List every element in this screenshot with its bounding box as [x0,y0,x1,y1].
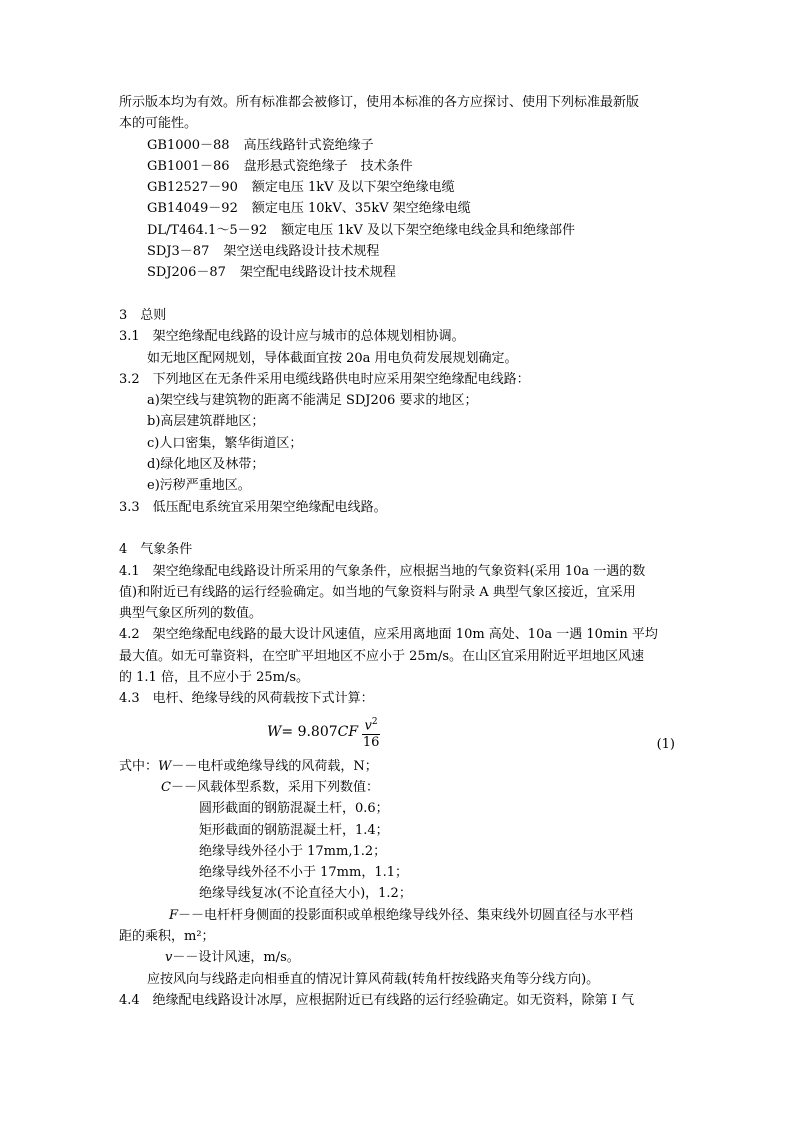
where-f [119,905,675,926]
standard-title: 额定电压 1kV 及以下架空绝缘电线金具和绝缘部件 [281,222,575,238]
formula-lhs: W [267,723,282,740]
clause-4-2-line: 的 1.1 倍，且不应小于 25m/s。 [119,670,309,686]
clause-3-1: 3.1 架空绝缘配电线路的设计应与城市的总体规划相协调。 [119,329,465,345]
formula-expression [267,714,380,751]
list-item: c)人口密集，繁华街道区； [147,435,303,451]
equation-number: (1) [656,736,675,752]
where-w-text: －－电杆或绝缘导线的风荷载，N； [171,758,378,774]
standard-title: 盘形悬式瓷绝缘子 技术条件 [243,158,413,174]
fraction-numerator [365,714,378,734]
section-heading: 3 总则 [119,307,167,323]
section-3 [119,305,675,518]
list-item: b)高层建筑群地区； [147,414,265,430]
standard-code: GB1001－86 [147,158,230,174]
spacer [119,284,675,305]
standard-title: 架空配电线路设计技术规程 [239,265,396,281]
where-prefix: 式中： [119,758,159,774]
list-item: a)架空线与建筑物的距离不能满足 SDJ206 要求的地区； [147,393,478,409]
intro-line-1: 所示版本均为有效。所有标准都会被修订，使用本标准的各方应探讨、使用下列标准最新版 [119,95,640,110]
standard-item [119,156,675,177]
where-w [119,756,675,777]
coefficient-value: 绝缘导线外径小于 17mm,1.2； [199,843,387,859]
var-f: F [169,907,179,923]
standard-item [119,241,675,262]
section-heading: 4 气象条件 [119,542,193,558]
wind-direction-note: 应按风向与线路走向相垂直的情况计算风荷载(转角杆按线路夹角等分线方向)。 [147,971,600,987]
clause-4-1-line: 4.1 架空绝缘配电线路设计所采用的气象条件，应根据当地的气象资料(采用 10a 一遇的数 [119,563,646,579]
clause-4-2-line: 最大值。如无可靠资料，在空旷平坦地区不应小于 25m/s。在山区宜采用附近平坦地区风速 [119,648,645,664]
clause-3-2: 3.2 下列地区在无条件采用电缆线路供电时应采用架空绝缘配电线路： [119,371,530,387]
standard-code: GB12527－90 [147,180,238,196]
standard-code: GB1000－88 [147,137,230,153]
numerator-exponent: 2 [371,716,378,727]
clause-3-3: 3.3 低压配电系统宜采用架空绝缘配电线路。 [119,499,387,515]
where-f-cont: 距的乘积，m²； [119,928,215,944]
list-item: d)绿化地区及林带； [147,457,265,473]
formula-cf: CF [337,723,359,740]
where-v [119,947,675,968]
where-f-text: －－电杆杆身侧面的投影面积或单根绝缘导线外径、集束线外切圆直径与水平档 [178,907,634,923]
standard-item [119,262,675,283]
standard-title: 高压线路针式瓷绝缘子 [243,137,374,153]
var-v: v [165,950,173,966]
clause-3-1-note: 如无地区配网规划，导体截面宜按 20a 用电负荷发展规划确定。 [147,350,518,366]
var-w: W [158,758,172,774]
list-item: e)污秽严重地区。 [147,478,251,494]
where-c [119,777,675,798]
standard-code: SDJ3－87 [147,244,210,260]
standard-title: 额定电压 10kV、35kV 架空绝缘电缆 [251,201,471,217]
coefficient-value: 绝缘导线复冰(不论直径大小)，1.2； [199,886,412,902]
standard-title: 架空送电线路设计技术规程 [223,244,380,260]
standard-item [119,198,675,219]
standard-code: SDJ206－87 [147,265,226,281]
formula-coefficient: = 9.807 [281,723,338,740]
var-c: C [161,779,171,795]
intro-line-2: 本的可能性。 [119,116,198,132]
standard-item [119,177,675,198]
clause-4-2-line: 4.2 架空绝缘配电线路的最大设计风速值，应采用离地面 10m 高处、10a 一遇 10min 平均 [119,627,658,643]
where-v-text: －－设计风速，m/s。 [172,950,300,966]
where-c-text: －－风载体型系数，采用下列数值： [170,779,379,795]
coefficient-value: 矩形截面的钢筋混凝土杆，1.4； [199,822,389,838]
standards-list [119,135,675,284]
clause-4-1-line: 典型气象区所列的数值。 [119,606,263,622]
standard-item [119,220,675,241]
coefficient-value: 绝缘导线外径不小于 17mm，1.1； [199,865,409,881]
fraction-denominator: 16 [362,734,380,750]
coefficient-value: 圆形截面的钢筋混凝土杆，0.6； [199,801,389,817]
standard-item [119,135,675,156]
numerator-var: v [364,717,372,733]
standard-title: 额定电压 1kV 及以下架空绝缘电缆 [251,180,455,196]
clause-4-3: 4.3 电杆、绝缘导线的风荷载按下式计算： [119,691,374,707]
section-4 [119,539,675,1011]
spacer [119,518,675,539]
standard-code: GB14049－92 [147,201,238,217]
wind-load-formula [119,710,675,756]
formula-fraction [362,714,380,751]
document-page [119,92,675,1011]
clause-4-4: 4.4 绝缘配电线路设计冰厚，应根据附近已有线路的运行经验确定。如无资料，除第 I 气 [119,992,635,1008]
standard-code: DL/T464.1～5－92 [147,222,268,238]
clause-4-1-line: 值)和附近已有线路的运行经验确定。如当地的气象资料与附录 A 典型气象区接近，宜采用 [119,584,636,600]
